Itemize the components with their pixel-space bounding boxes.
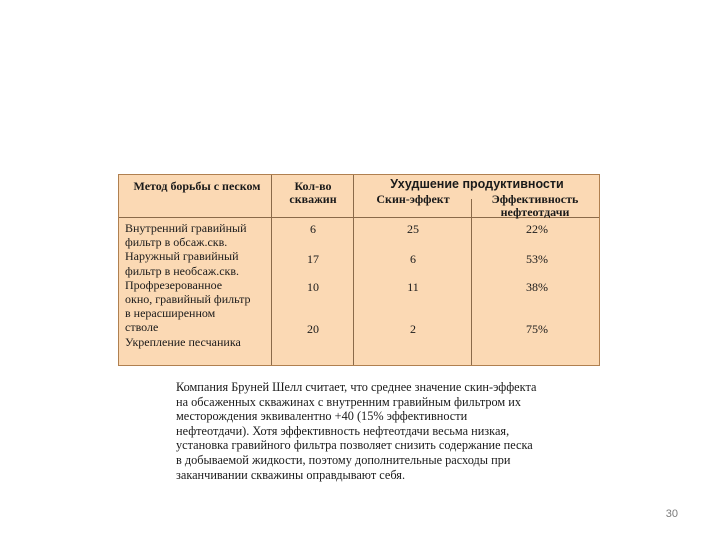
skin-cell: 11 — [407, 280, 419, 294]
skin-cell: 6 — [410, 252, 416, 266]
paragraph-line: месторождения эквивалентно +40 (15% эффективности — [176, 409, 468, 424]
count-cell: 20 — [307, 322, 319, 336]
count-cell: 17 — [307, 252, 319, 266]
column-divider-2 — [353, 175, 354, 365]
efficiency-cell: 75% — [526, 322, 548, 336]
method-line: Наружный гравийный — [125, 249, 239, 264]
method-line: Профрезерованное — [125, 277, 223, 292]
method-line: окно, гравийный фильтр — [125, 292, 251, 307]
header-count: Кол-во скважин — [289, 179, 337, 206]
header-productivity: Ухудшение продуктивности — [390, 177, 564, 191]
paragraph-line: в добываемой жидкости, поэтому дополнительные расходы при — [176, 452, 511, 467]
method-line: Укрепление песчаника — [125, 334, 241, 349]
body-paragraph — [176, 380, 556, 482]
column-divider-3 — [471, 199, 472, 365]
header-skin: Скин-эффект — [376, 192, 450, 206]
paragraph-line: нефтеотдачи). Хотя эффективность нефтеотдачи весьма низкая, — [176, 423, 510, 438]
method-line: в нерасширенном — [125, 306, 216, 321]
method-line: фильтр в необсаж.скв. — [125, 263, 240, 278]
paragraph-line: заканчивании скважины оправдывают себя. — [176, 467, 406, 482]
skin-cell: 2 — [410, 322, 416, 336]
sand-control-table — [118, 174, 600, 366]
skin-cell: 25 — [407, 222, 419, 236]
paragraph-line: на обсаженных скважинах с внутренним гравийным фильтром их — [176, 394, 522, 409]
header-method: Метод борьбы с песком — [133, 179, 261, 193]
page-number: 30 — [665, 508, 678, 520]
count-cell: 10 — [307, 280, 319, 294]
efficiency-cell: 53% — [526, 252, 548, 266]
method-line: фильтр в обсаж.скв. — [125, 235, 228, 250]
method-column — [125, 221, 273, 349]
paragraph-line: установка гравийного фильтра позволяет снизить содержание песка — [176, 438, 533, 453]
method-line: Внутренний гравийный — [125, 221, 247, 235]
efficiency-cell: 38% — [526, 280, 548, 294]
paragraph-line: Компания Бруней Шелл считает, что среднее значение скин-эффекта — [176, 380, 537, 394]
method-line: стволе — [125, 320, 159, 335]
efficiency-cell: 22% — [526, 222, 548, 236]
count-cell: 6 — [310, 222, 316, 236]
header-efficiency: Эффективность нефтеотдачи — [491, 192, 579, 219]
